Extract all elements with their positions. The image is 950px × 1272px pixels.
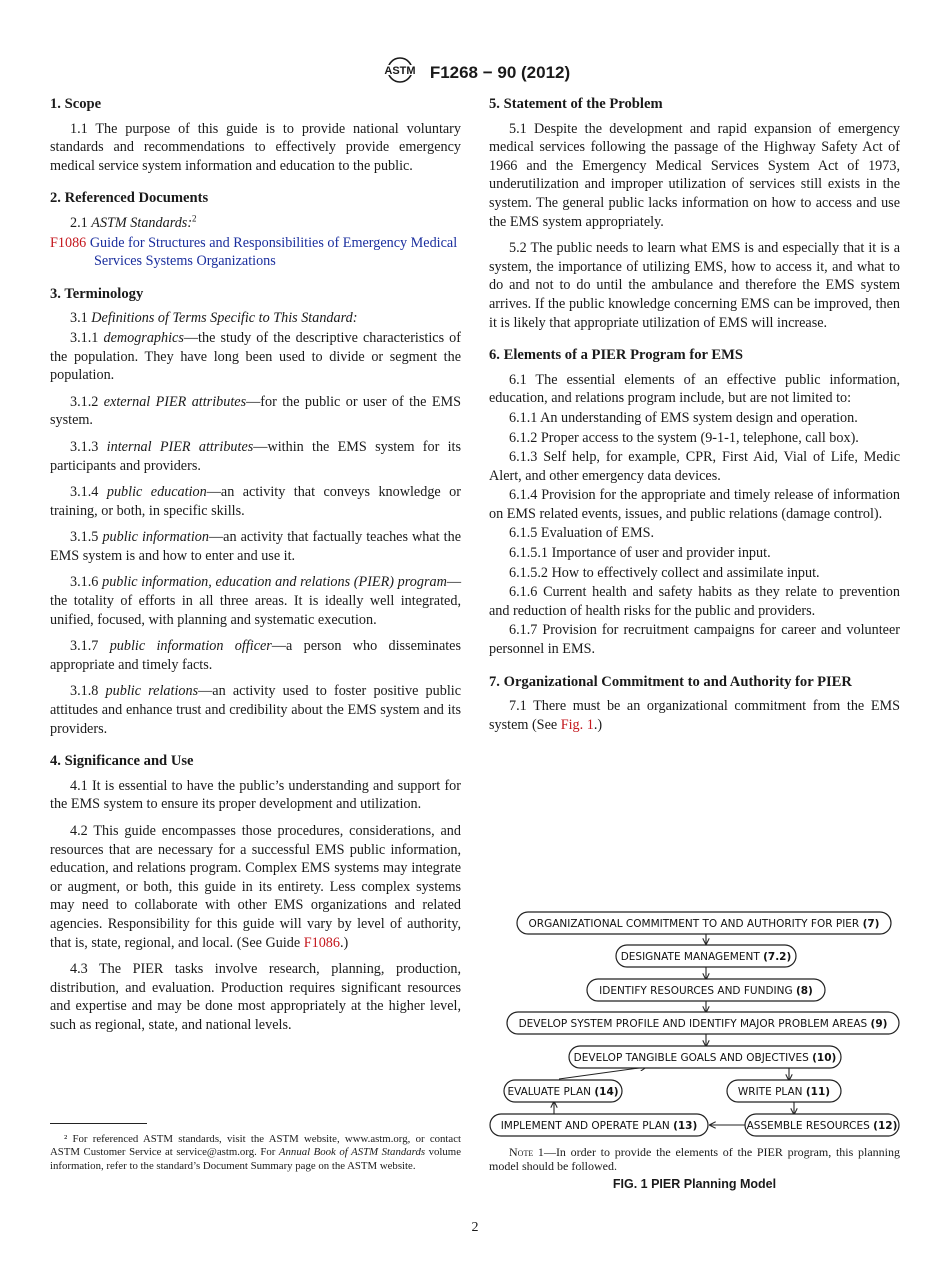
section-heading-elements: 6. Elements of a PIER Program for EMS bbox=[489, 347, 744, 364]
item-6-1-4: 6.1.4 Provision for the appropriate and timely release of information on EMS related events, issues, and public relations (damage control). bbox=[489, 487, 900, 522]
flow-box bbox=[587, 979, 825, 1001]
definition-3-1-3: 3.1.3 internal PIER attributes—within the EMS system for its participants and providers. bbox=[50, 438, 462, 474]
left-column bbox=[50, 95, 461, 1043]
flow-box-label: WRITE PLAN (11) bbox=[737, 1086, 831, 1098]
flow-box-label: DEVELOP TANGIBLE GOALS AND OBJECTIVES (10) bbox=[573, 1052, 837, 1064]
definition-3-1-1: 3.1.1 demographics—the study of the descriptive characteristics of the population. They have long been used to divide or segment the population. bbox=[50, 329, 461, 384]
definition-3-1-5: 3.1.5 public information—an activity that factually teaches what the EMS system is and how to enter and use it. bbox=[50, 529, 462, 564]
definition-3-1-2: 3.1.2 external PIER attributes—for the public or user of the EMS system. bbox=[50, 393, 461, 429]
paragraph-5-2: 5.2 The public needs to learn what EMS is and especially that it is a system, the importance of utilizing EMS, how to access it, and what to do and not to do until the ambulance and therefore the EMS system arrives. If the public knowledge concerning EMS can be improved, then it is likely that appropriate utilization of EMS will increase. bbox=[489, 240, 900, 331]
flow-box bbox=[745, 1114, 899, 1136]
flow-box-label: ORGANIZATIONAL COMMITMENT TO AND AUTHORITY FOR PIER (7) bbox=[528, 918, 880, 930]
flow-box-label: ASSEMBLE RESOURCES (12) bbox=[746, 1120, 898, 1132]
paragraph-6-1: 6.1 The essential elements of an effective public information, education, and relations program include, but are not limited to: bbox=[489, 371, 900, 407]
flow-box bbox=[490, 1114, 708, 1136]
referenced-standard bbox=[50, 234, 461, 271]
paragraph-1-1: 1.1 The purpose of this guide is to provide national voluntary standards and recommendations to effectively provide emergency medical service system information and education to the public. bbox=[50, 120, 461, 174]
paragraph-2-1: 2.1 ASTM Standards:$^2$ bbox=[70, 213, 197, 231]
footnote-2: ² For referenced ASTM standards, visit the ASTM website, www.astm.org, or contact ASTM Customer Service at service@astm.org. For Annual Book of ASTM Standards volume information, refer to the standard’s Document Summary page on the ASTM website. bbox=[50, 1133, 461, 1172]
ref-link-f1086-inline[interactable]: F1086 bbox=[303, 934, 340, 951]
flow-box bbox=[517, 912, 891, 934]
footnote-marker[interactable]: 2 bbox=[192, 213, 197, 224]
page-number: 2 bbox=[471, 1220, 479, 1235]
flow-box-label: DEVELOP SYSTEM PROFILE AND IDENTIFY MAJOR PROBLEM AREAS (9) bbox=[518, 1018, 888, 1030]
paragraph-4-3: 4.3 The PIER tasks involve research, planning, production, distribution, and evaluation. Production requires significant resources and expertise and may be done most appropriately at the higher level, such as regional, state, and national levels. bbox=[50, 961, 461, 1033]
right-column bbox=[489, 95, 900, 742]
item-6-1-5-1: 6.1.5.1 Importance of user and provider input. bbox=[509, 545, 771, 562]
footnote-rule bbox=[50, 1123, 147, 1124]
figure-note: Note 1—In order to provide the elements of the PIER program, this planning model should be followed. bbox=[489, 1145, 901, 1173]
standard-designation: F1268 − 90 (2012) bbox=[429, 62, 571, 82]
section-heading-scope: 1. Scope bbox=[50, 96, 102, 112]
item-6-1-7: 6.1.7 Provision for recruitment campaigns for career and volunteer personnel in EMS. bbox=[489, 622, 900, 658]
section-heading-problem: 5. Statement of the Problem bbox=[489, 96, 663, 112]
flow-box bbox=[569, 1046, 841, 1068]
section-heading-referenced-documents: 2. Referenced Documents bbox=[50, 190, 209, 207]
section-heading-terminology: 3. Terminology bbox=[50, 285, 144, 302]
section-heading-significance: 4. Significance and Use bbox=[50, 753, 194, 770]
item-6-1-5-2: 6.1.5.2 How to effectively collect and assimilate input. bbox=[509, 564, 820, 581]
flow-box bbox=[616, 945, 796, 967]
flow-box-label: DESIGNATE MANAGEMENT (7.2) bbox=[620, 951, 792, 963]
svg-text:ASTM: ASTM bbox=[384, 65, 416, 77]
definition-3-1-4: 3.1.4 public education—an activity that conveys knowledge or training, or both, in specific skills. bbox=[50, 484, 461, 519]
definition-3-1-6: 3.1.6 public information, education and relations (PIER) program—the totality of efforts in all three areas. It is ideally well integrated, unified, focused, with planning and systematic execution. bbox=[50, 574, 462, 628]
flow-arrow-5-6 bbox=[559, 1067, 646, 1079]
item-6-1-3: 6.1.3 Self help, for example, CPR, First Aid, Vial of Life, Medic Alert, and other emergency data devices. bbox=[489, 449, 900, 484]
paragraph-7-1: 7.1 There must be an organizational commitment from the EMS system (See Fig. 1.) bbox=[489, 698, 900, 733]
figure-1-link[interactable]: Fig. 1 bbox=[560, 716, 594, 733]
flow-box-label: EVALUATE PLAN (14) bbox=[507, 1086, 619, 1098]
figure-caption: FIG. 1 PIER Planning Model bbox=[612, 1177, 777, 1191]
page-header bbox=[0, 56, 950, 89]
item-6-1-1: 6.1.1 An understanding of EMS system design and operation. bbox=[509, 409, 858, 426]
paragraph-3-1: 3.1 Definitions of Terms Specific to This Standard: bbox=[70, 310, 358, 327]
flow-box-label: IDENTIFY RESOURCES AND FUNDING (8) bbox=[599, 985, 813, 997]
ref-title-link[interactable]: Guide for Structures and Responsibilities of Emergency Medical Services Systems Organizations bbox=[89, 234, 458, 270]
paragraph-5-1: 5.1 Despite the development and rapid expansion of emergency medical services following the passage of the Highway Safety Act of 1966 and the Emergency Medical Services System Act of 1973, underutilization and improper utilization of services still exists in the system. The general public lacks information on how to access and use the EMS system appropriately. bbox=[489, 120, 900, 230]
paragraph-4-1: 4.1 It is essential to have the public’s understanding and support for the EMS system to ensure its proper development and utilization. bbox=[50, 777, 461, 813]
item-6-1-6: 6.1.6 Current health and safety habits as they relate to prevention and reduction of health risks for the public and providers. bbox=[489, 584, 900, 619]
definition-3-1-7: 3.1.7 public information officer—a person who disseminates appropriate and timely facts. bbox=[50, 638, 461, 673]
flow-box bbox=[727, 1080, 841, 1102]
ref-link-f1086[interactable]: F1086 bbox=[50, 234, 87, 251]
astm-logo-icon bbox=[380, 56, 420, 89]
flow-box-label: IMPLEMENT AND OPERATE PLAN (13) bbox=[500, 1120, 698, 1132]
item-6-1-2: 6.1.2 Proper access to the system (9-1-1, telephone, call box). bbox=[509, 429, 859, 446]
item-6-1-5: 6.1.5 Evaluation of EMS. bbox=[509, 525, 655, 542]
paragraph-4-2: 4.2 This guide encompasses those procedures, considerations, and resources that are necessary for a successful EMS public information, education, and relations program. Complex EMS systems may integrate or augment, or both, this guide in its entirety. Less complex systems may need to collaborate with other EMS organizations and related agencies. Responsibility for this guide will vary by level of authority, that is, state, regional, and local. (See Guide F1086.) bbox=[50, 823, 461, 951]
flow-box bbox=[504, 1080, 622, 1102]
pier-planning-model-figure bbox=[489, 908, 900, 1140]
definition-3-1-8: 3.1.8 public relations—an activity used to foster positive public attitudes and enhance trust and credibility about the EMS system and its providers. bbox=[50, 683, 461, 737]
section-heading-commitment: 7. Organizational Commitment to and Authority for PIER bbox=[489, 673, 852, 690]
flow-box bbox=[507, 1012, 899, 1034]
